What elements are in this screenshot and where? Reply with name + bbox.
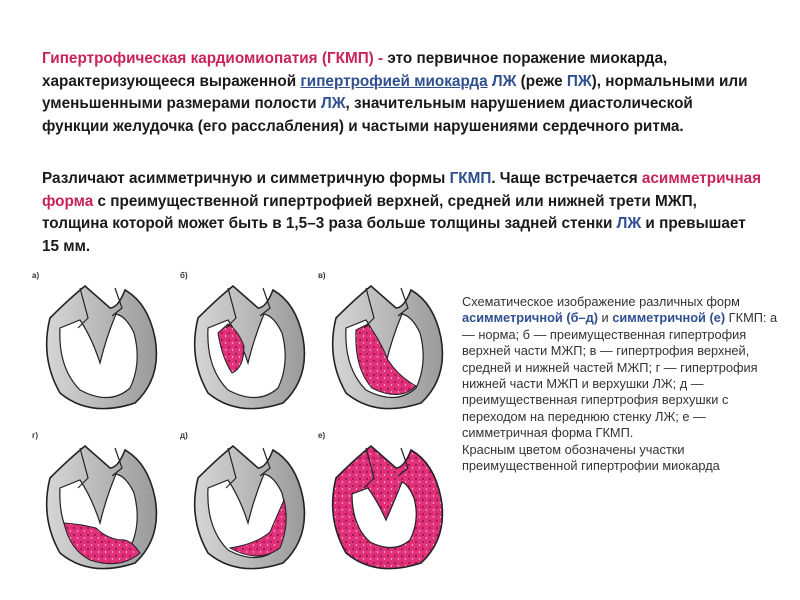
term-gkmp: Гипертрофическая кардиомиопатия (ГКМП) - bbox=[42, 50, 384, 67]
forms-paragraph bbox=[42, 168, 762, 258]
figure-caption bbox=[462, 294, 782, 474]
text-segment: с преимущественной гипертрофией верхней, средней или нижней трети МЖП, толщина которой может быть в 1,5–3 раза больше толщины задней стенки bbox=[42, 192, 697, 232]
heart-diagram-g bbox=[30, 428, 170, 578]
caption-note: Красным цветом обозначены участки преимущественной гипертрофии миокарда bbox=[462, 441, 720, 474]
term-asymmetric: асимметричной (б–д) bbox=[462, 310, 598, 326]
figure-letter: б) bbox=[180, 271, 188, 280]
abbr-lzh: ЛЖ bbox=[491, 72, 517, 90]
abbr-pzh: ПЖ bbox=[566, 72, 592, 90]
figure-letter: е) bbox=[318, 431, 326, 440]
link-hypertrophy[interactable]: гипертрофией миокарда bbox=[300, 72, 488, 90]
text-segment: . Чаще встречается bbox=[491, 170, 642, 187]
figure-letter: г) bbox=[32, 431, 38, 440]
term-asymmetric-form: асимметричная форма bbox=[42, 170, 762, 210]
abbr-gkmp: ГКМП bbox=[449, 170, 492, 187]
text-segment: ), нормальными или уменьшенными размерами полости bbox=[42, 72, 748, 112]
heart-diagram-d bbox=[178, 428, 314, 578]
text-segment: Различают асимметричную и симметричную формы bbox=[42, 170, 450, 187]
text-segment: это первичное поражение миокарда, характеризующееся выраженной bbox=[42, 50, 668, 90]
text-segment: и bbox=[598, 310, 613, 326]
definition-paragraph bbox=[42, 48, 762, 138]
text-segment: , значительным нарушением диастолической функции желудочка (его расслабления) и частыми нарушениями сердечного ритма. bbox=[42, 95, 693, 135]
heart-diagram-v bbox=[316, 268, 452, 418]
term-symmetric: симметричной (е) bbox=[612, 310, 726, 326]
text-segment: Схематическое изображение различных форм bbox=[462, 294, 740, 309]
figure-letter: в) bbox=[318, 271, 326, 280]
heart-diagram-a bbox=[30, 268, 166, 418]
figure-letter: д) bbox=[180, 431, 188, 440]
abbr-lzh: ЛЖ bbox=[616, 215, 642, 232]
text-segment: и превышает 15 мм. bbox=[42, 215, 746, 255]
abbr-lzh: ЛЖ bbox=[320, 95, 346, 112]
heart-diagram-e bbox=[316, 428, 452, 578]
text-segment: ГКМП: а — норма; б — преимущественная гипертрофия верхней части МЖП; в — гипертрофия верхней, средней и нижней частей МЖП; г — гипертрофия нижней части МЖП и верхушки ЛЖ; д — преимущественная гипертрофия верхушки с переходом на переднюю стенку ЛЖ; е — симметричная форма ГКМП. bbox=[462, 310, 778, 441]
heart-diagram-b bbox=[178, 268, 314, 418]
figure-letter: а) bbox=[32, 271, 40, 280]
text-segment: (реже bbox=[516, 72, 567, 90]
